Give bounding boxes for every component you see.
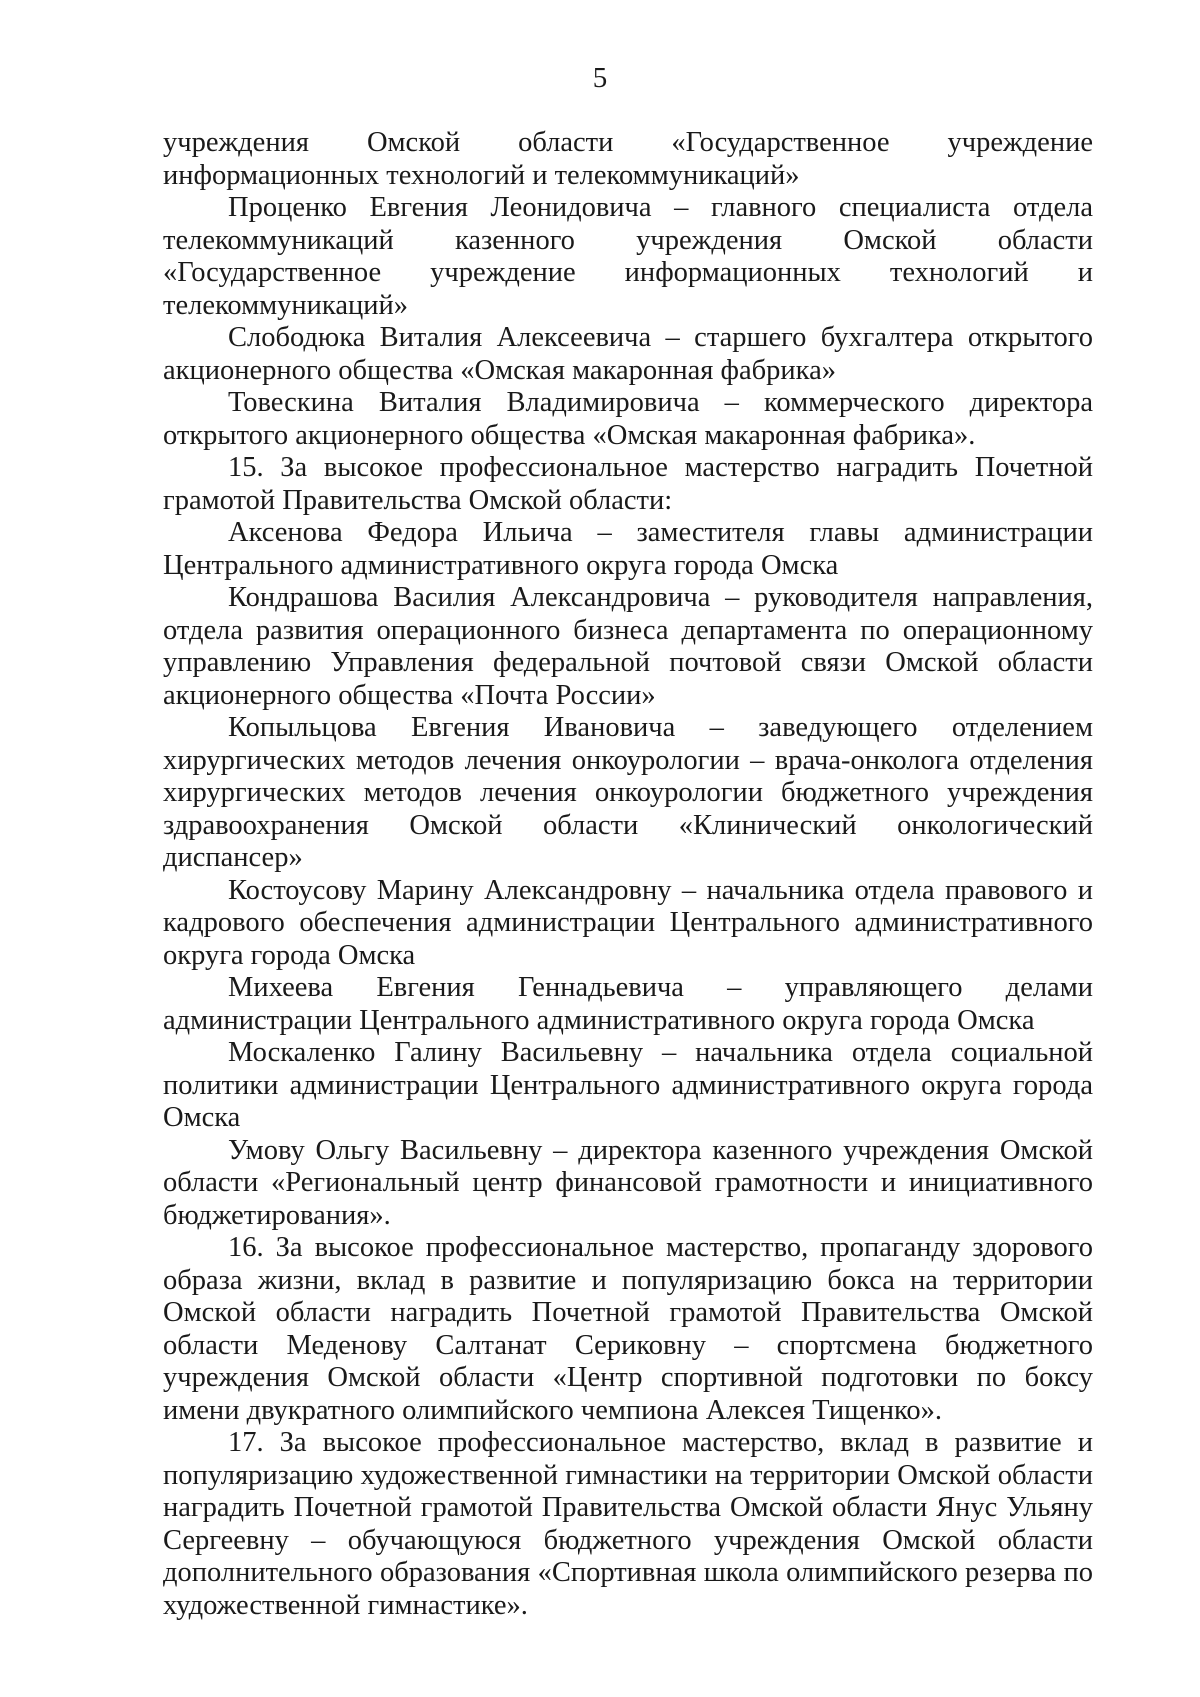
paragraph-slobodyuk: Слободюка Виталия Алексеевича – старшего бухгалтера открытого акционерного общества «Омская макаронная фабрика» — [163, 322, 1093, 386]
paragraph-kostousova: Костоусову Марину Александровну – начальника отдела правового и кадрового обеспечения администрации Центрального административного округа города Омска — [163, 874, 1093, 971]
paragraph-umova: Умову Ольгу Васильевну – директора казенного учреждения Омской области «Региональный центр финансовой грамотности и инициативного бюджетирования». — [163, 1134, 1093, 1231]
paragraph-moskalenko: Москаленко Галину Васильевну – начальника отдела социальной политики администрации Центрального административного округа города Омска — [163, 1037, 1093, 1133]
paragraph-protsenko: Проценко Евгения Леонидовича – главного специалиста отдела телекоммуникаций казенного учреждения Омской области «Государственное учреждение информационных технологий и телекоммуникаций» — [163, 192, 1093, 321]
paragraph-item-15: 15. За высокое профессиональное мастерство наградить Почетной грамотой Правительства Омской области: — [163, 452, 1093, 516]
document-body — [163, 127, 1093, 1622]
paragraph-mikheev: Михеева Евгения Геннадьевича – управляющего делами администрации Центрального административного округа города Омска — [163, 972, 1093, 1036]
paragraph-kopyltsov: Копыльцова Евгения Ивановича – заведующего отделением хирургических методов лечения онкоурологии – врача-онколога отделения хирургических методов лечения онкоурологии бюджетного учреждения здравоохранения Омской области «Клинический онкологический диспансер» — [163, 712, 1093, 873]
paragraph-toveskin: Товескина Виталия Владимировича – коммерческого директора открытого акционерного общества «Омская макаронная фабрика». — [163, 387, 1093, 451]
paragraph-item-16: 16. За высокое профессиональное мастерство, пропаганду здорового образа жизни, вклад в развитие и популяризацию бокса на территории Омской области наградить Почетной грамотой Правительства Омской области Меденову Салтанат Сериковну – спортсмена бюджетного учреждения Омской области «Центр спортивной подготовки по боксу имени двукратного олимпийского чемпиона Алексея Тищенко». — [163, 1232, 1093, 1426]
paragraph-kondrashov: Кондрашова Василия Александровича – руководителя направления, отдела развития операционного бизнеса департамента по операционному управлению Управления федеральной почтовой связи Омской области акционерного общества «Почта России» — [163, 582, 1093, 711]
paragraph-continuation: учреждения Омской области «Государственное учреждение информационных технологий и телекоммуникаций» — [163, 127, 1093, 191]
paragraph-item-17: 17. За высокое профессиональное мастерство, вклад в развитие и популяризацию художественной гимнастики на территории Омской области наградить Почетной грамотой Правительства Омской области Янус Ульяну Сергеевну – обучающуюся бюджетного учреждения Омской области дополнительного образования «Спортивная школа олимпийского резерва по художественной гимнастике». — [163, 1427, 1093, 1621]
paragraph-aksenov: Аксенова Федора Ильича – заместителя главы администрации Центрального административного округа города Омска — [163, 517, 1093, 581]
page-number: 5 — [592, 62, 608, 94]
